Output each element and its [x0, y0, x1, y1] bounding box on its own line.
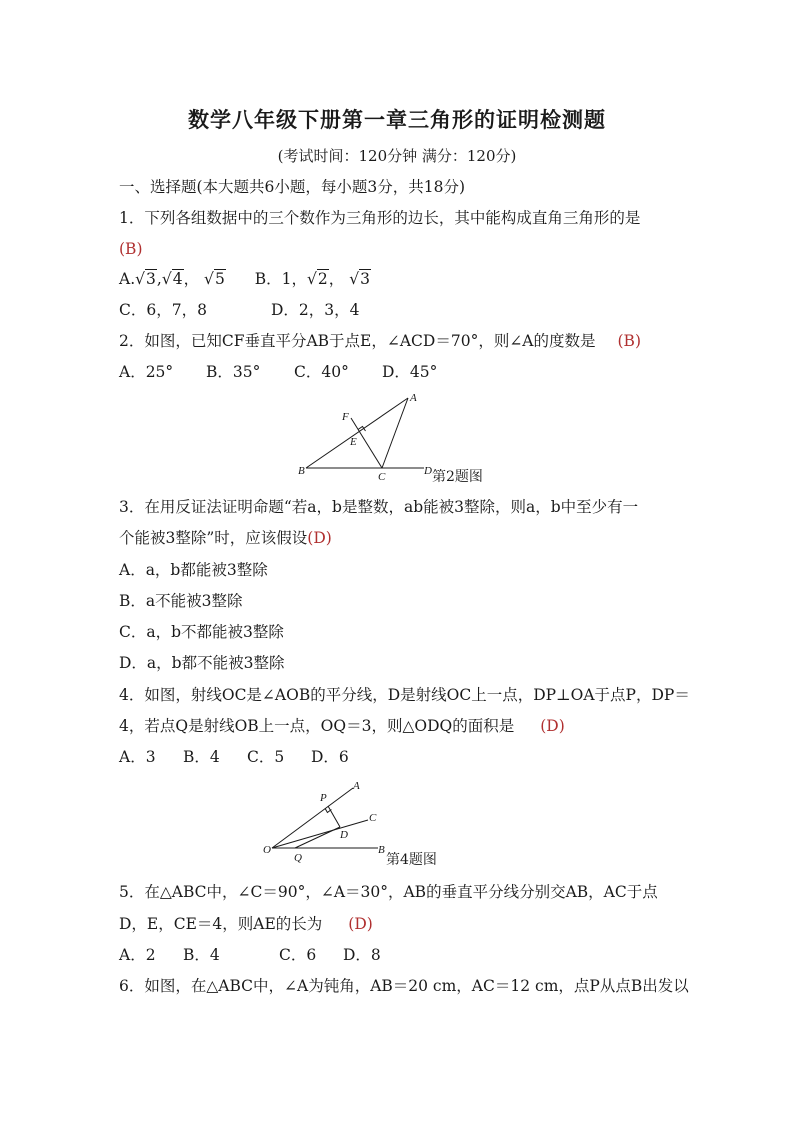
- q4-label-b: B: [378, 844, 385, 856]
- q5-stem-line2-text: D，E，CE＝4，则AE的长为: [119, 915, 323, 933]
- q3-answer: (D): [307, 529, 332, 547]
- q2-option-d: D．45°: [382, 363, 438, 381]
- q4-label-d: D: [340, 829, 348, 841]
- q2-label-b: B: [298, 465, 305, 477]
- q4-option-b: B．4: [183, 748, 220, 766]
- q4-segment-dq: [295, 827, 340, 848]
- sqrt-symbol: √4: [161, 270, 183, 288]
- q2-stem: [119, 331, 641, 351]
- q4-segment-dp: [328, 806, 340, 827]
- q2-figure-svg: [296, 390, 436, 482]
- q1-option-b-radicand-2: 3: [360, 270, 370, 288]
- q4-label-o: O: [263, 844, 271, 856]
- q3-option-d: D．a，b都不能被3整除: [119, 654, 285, 672]
- q4-label-p: P: [320, 792, 327, 804]
- q2-label-f: F: [342, 411, 349, 423]
- q1-option-b-sep: ，: [328, 270, 345, 288]
- q4-right-angle-mark: [325, 808, 331, 812]
- q2-figure-caption: 第2题图: [432, 469, 483, 485]
- q5-stem-line2: [119, 914, 373, 934]
- q1-option-a: [119, 269, 226, 289]
- q4-ray-oc: [272, 820, 368, 848]
- q3-stem-line2: [119, 528, 332, 548]
- q4-option-a: A．3: [119, 748, 156, 766]
- q2-label-a: A: [410, 392, 417, 404]
- q5-stem-line1: 5．在△ABC中，∠C＝90°，∠A＝30°，AB的垂直平分线分别交AB，AC于点: [119, 883, 658, 901]
- q3-stem-line1: 3．在用反证法证明命题“若a，b是整数，ab能被3整除，则a，b中至少有一: [119, 498, 639, 516]
- q1-answer-text: (B): [119, 240, 143, 258]
- q1-option-a-radicand-1: 3: [146, 270, 156, 288]
- q2-option-b: B．35°: [206, 363, 261, 381]
- q5-option-a: A．2: [119, 946, 156, 964]
- q1-option-a-sep-1: ,: [156, 270, 162, 288]
- q2-label-c: C: [378, 471, 386, 482]
- q3-option-a: A．a，b都能被3整除: [119, 561, 268, 579]
- q4-label-a: A: [353, 780, 360, 792]
- q2-segment-ac: [382, 398, 408, 468]
- q2-option-a: A．25°: [119, 363, 174, 381]
- section-heading: 一、选择题(本大题共6小题，每小题3分，共18分): [119, 178, 466, 196]
- q1-option-c: C．6，7，8: [119, 301, 207, 319]
- q3-option-c: C．a，b不都能被3整除: [119, 623, 284, 641]
- q2-segment-ba: [306, 398, 408, 468]
- q4-figure: [260, 776, 400, 866]
- q4-stem-line2: [119, 716, 565, 736]
- q2-figure: [296, 390, 436, 482]
- q1-answer: [119, 239, 143, 259]
- q1-option-b: [255, 269, 371, 289]
- q4-options: [119, 747, 349, 767]
- q5-option-d: D．8: [343, 946, 381, 964]
- exam-subtitle: (考试时间：120分钟 满分：120分): [277, 147, 517, 165]
- q2-stem-text: 2．如图，已知CF垂直平分AB于点E，∠ACD＝70°，则∠A的度数是: [119, 332, 596, 350]
- sqrt-symbol: √3: [349, 270, 370, 288]
- sqrt-symbol: √5: [204, 270, 225, 288]
- q1-option-b-prefix: B．1，: [254, 270, 308, 288]
- q2-answer: (B): [617, 332, 641, 350]
- q1-option-a-radicand-3: 5: [214, 270, 225, 288]
- q5-answer: (D): [348, 915, 373, 933]
- sqrt-symbol: √2: [307, 270, 328, 288]
- q4-option-d: D．6: [311, 748, 349, 766]
- q1-option-a-prefix: A.: [119, 270, 136, 288]
- q2-option-c: C．40°: [294, 363, 349, 381]
- q4-answer: (D): [540, 717, 565, 735]
- q1-option-d: D．2，3，4: [271, 301, 360, 319]
- q4-option-c: C．5: [247, 748, 285, 766]
- q1-option-b-radicand-1: 2: [317, 270, 328, 288]
- q5-option-c: C．6: [279, 946, 317, 964]
- q4-stem-line2-text: 4，若点Q是射线OB上一点，OQ＝3，则△ODQ的面积是: [119, 717, 515, 735]
- q4-label-c: C: [369, 812, 377, 824]
- q4-figure-svg: [260, 776, 400, 866]
- q5-options: [119, 945, 381, 965]
- q4-figure-caption: 第4题图: [386, 852, 437, 868]
- q1-options-ab: [119, 269, 371, 289]
- q3-stem-line2-text: 个能被3整除”时，应该假设: [119, 529, 308, 547]
- q1-options-cd: [119, 300, 360, 320]
- q1-option-a-sep-2: ，: [183, 270, 200, 288]
- q3-option-b: B．a不能被3整除: [119, 592, 243, 610]
- q5-option-b: B．4: [183, 946, 220, 964]
- q2-options: [119, 362, 437, 382]
- q2-label-d: D: [424, 465, 432, 477]
- exam-title: 数学八年级下册第一章三角形的证明检测题: [188, 107, 606, 132]
- q4-stem-line1: 4．如图，射线OC是∠AOB的平分线，D是射线OC上一点，DP⊥OA于点P，DP＝: [119, 686, 690, 704]
- q6-stem-line1: 6．如图，在△ABC中，∠A为钝角，AB＝20 cm，AC＝12 cm，点P从点B出发以: [119, 977, 689, 995]
- sqrt-symbol: √3: [135, 270, 156, 288]
- q1-stem: 1．下列各组数据中的三个数作为三角形的边长，其中能构成直角三角形的是: [119, 209, 641, 227]
- q2-label-e: E: [350, 436, 357, 448]
- q4-label-q: Q: [294, 852, 302, 864]
- q1-option-a-radicand-2: 4: [172, 270, 183, 288]
